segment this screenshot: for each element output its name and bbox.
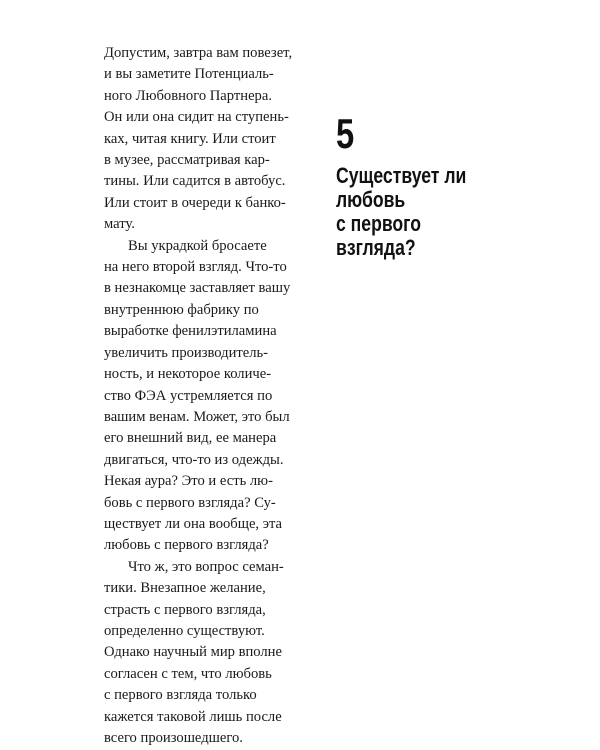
chapter-title-line: любовь <box>336 187 406 212</box>
chapter-number: 5 <box>336 110 355 157</box>
text-line: страсть с первого взгляда, <box>104 601 266 618</box>
text-line: мату. <box>104 216 135 233</box>
text-line: в незнакомце заставляет вашу <box>104 280 291 297</box>
text-line: Допустим, завтра вам повезет, <box>104 45 293 61</box>
body-text-column <box>104 43 304 749</box>
text-line: определенно существуют. <box>104 622 265 639</box>
chapter-heading <box>336 110 566 260</box>
chapter-title-line: взгляда? <box>336 235 416 260</box>
chapter-title <box>336 164 520 260</box>
text-line: его внешний вид, ее манера <box>104 430 277 447</box>
paragraph-start-line: Вы украдкой бросаете <box>128 237 267 254</box>
text-line: ность, и некоторое количе- <box>104 366 272 383</box>
chapter-title-line: с первого <box>336 211 422 236</box>
text-line: и вы заметите Потенциаль- <box>104 66 274 83</box>
text-line: тики. Внезапное желание, <box>104 580 266 597</box>
text-line: тины. Или садится в автобус. <box>104 173 286 190</box>
text-line: Или стоит в очереди к банко- <box>104 194 286 211</box>
chapter-title-line: Существует ли <box>336 163 467 188</box>
text-line: вашим венам. Может, это был <box>104 408 290 425</box>
text-line: выработке фенилэтиламина <box>104 323 277 340</box>
text-line: ного Любовного Партнера. <box>104 87 272 104</box>
text-line: любовь с первого взгляда? <box>104 537 269 554</box>
text-line: двигаться, что-то из одежды. <box>104 451 284 468</box>
text-line: бовь с первого взгляда? Су- <box>104 494 276 511</box>
paragraph-start-line: Что ж, это вопрос семан- <box>128 558 284 575</box>
text-line: с первого взгляда только <box>104 687 257 704</box>
text-line: ство ФЭА устремляется по <box>104 387 273 404</box>
text-line: увеличить производитель- <box>104 344 269 361</box>
text-line: кажется таковой лишь после <box>104 708 282 725</box>
text-line: на него второй взгляд. Что-то <box>104 259 287 276</box>
text-line: ках, читая книгу. Или стоит <box>104 130 276 147</box>
text-line: ществует ли она вообще, эта <box>104 515 283 532</box>
text-line: Некая аура? Это и есть лю- <box>104 473 273 490</box>
text-line: Он или она сидит на ступень- <box>104 109 289 126</box>
text-line: согласен с тем, что любовь <box>104 665 272 682</box>
text-line: Однако научный мир вполне <box>104 644 282 661</box>
text-line: всего произошедшего. <box>104 730 243 746</box>
text-line: в музее, рассматривая кар- <box>104 152 270 169</box>
text-line: внутреннюю фабрику по <box>104 301 259 318</box>
